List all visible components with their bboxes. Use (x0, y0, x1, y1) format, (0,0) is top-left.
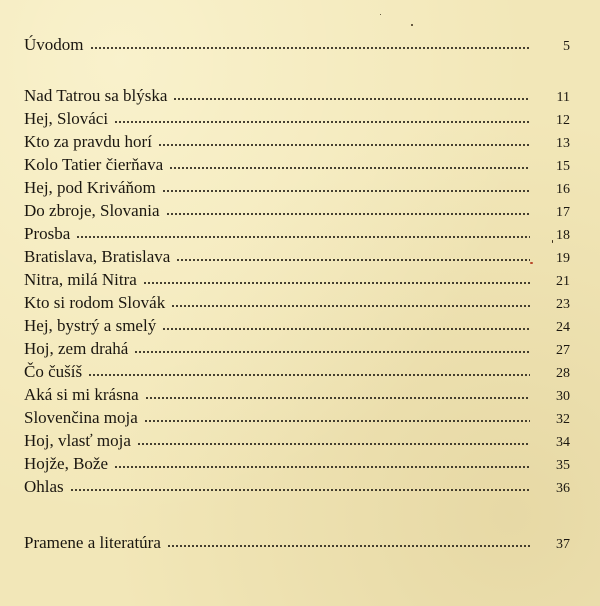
toc-entry-kto-si-rodom-slovak (24, 292, 570, 314)
dot-leader (166, 212, 531, 216)
toc-entry-title: Úvodom (24, 35, 84, 54)
toc-entry-hojze-boze (24, 453, 570, 475)
dot-leader (88, 373, 530, 377)
dot-leader (145, 396, 530, 400)
toc-entry-co-cusis (24, 361, 570, 383)
toc-entry-uvodom (24, 34, 570, 56)
toc-entry-title: Bratislava, Bratislava (24, 247, 171, 266)
toc-entry-pramene-a-literatura (24, 532, 570, 554)
dot-leader (167, 544, 530, 548)
dot-leader (114, 120, 530, 124)
toc-entry-kolo-tatier-ciernava (24, 154, 570, 176)
toc-entry-page: 11 (556, 90, 570, 105)
toc-entry-page: 13 (556, 136, 570, 151)
toc-entry-title: Ohlas (24, 477, 64, 496)
toc-entry-bratislava-bratislava (24, 246, 570, 268)
toc-entry-title: Pramene a literatúra (24, 533, 161, 552)
dot-leader (144, 419, 530, 423)
toc-entry-page: 18 (556, 228, 570, 243)
toc-entry-title: Hej, Slováci (24, 109, 109, 128)
dot-leader (143, 281, 530, 285)
dot-leader (134, 350, 530, 354)
toc-entry-page: 27 (556, 343, 570, 358)
toc-entry-title: Kto za pravdu horí (24, 132, 152, 151)
paper-speck (552, 240, 553, 243)
dot-leader (137, 442, 530, 446)
dot-leader (169, 166, 530, 170)
toc-entry-title: Nad Tatrou sa blýska (24, 86, 168, 105)
toc-entry-ohlas (24, 476, 570, 498)
toc-entry-title: Čo čušíš (24, 362, 83, 381)
toc-entry-hej-slovaci (24, 108, 570, 130)
toc-entry-title: Do zbroje, Slovania (24, 201, 160, 220)
toc-entry-title: Hej, bystrý a smelý (24, 316, 157, 335)
dot-leader (114, 465, 530, 469)
dot-leader (173, 97, 530, 101)
toc-entry-page: 37 (556, 537, 570, 552)
toc-entry-page: 12 (556, 113, 570, 128)
dot-leader (76, 235, 530, 239)
toc-entry-page: 16 (556, 182, 570, 197)
toc-entry-hoj-zem-draha (24, 338, 570, 360)
toc-entry-page: 21 (556, 274, 570, 289)
toc-entry-hej-bystry-a-smely (24, 315, 570, 337)
toc-entry-page: 24 (556, 320, 570, 335)
toc-entry-title: Hej, pod Kriváňom (24, 178, 156, 197)
toc-entry-hej-pod-krivanom (24, 177, 570, 199)
dot-leader (158, 143, 530, 147)
toc-entry-title: Prosba (24, 224, 71, 243)
dot-leader (162, 327, 530, 331)
toc-entry-slovencina-moja (24, 407, 570, 429)
toc-entry-page: 34 (556, 435, 570, 450)
dot-leader (70, 488, 530, 492)
toc-entry-title: Nitra, milá Nitra (24, 270, 137, 289)
toc-entry-nad-tatrou-sa-blyska (24, 85, 570, 107)
paper-speck (530, 262, 533, 264)
toc-entry-page: 35 (556, 458, 570, 473)
toc-entry-do-zbroje-slovania (24, 200, 570, 222)
paper-speck (380, 14, 381, 15)
toc-entry-page: 15 (556, 159, 570, 174)
dot-leader (171, 304, 530, 308)
dot-leader (176, 258, 530, 262)
toc-entry-page: 19 (556, 251, 570, 266)
toc-entry-title: Hojže, Bože (24, 454, 109, 473)
toc-entry-page: 32 (556, 412, 570, 427)
toc-entry-title: Kto si rodom Slovák (24, 293, 166, 312)
dot-leader (162, 189, 530, 193)
toc-entry-page: 28 (556, 366, 570, 381)
toc-entry-kto-za-pravdu-hori (24, 131, 570, 153)
toc-entry-page: 5 (563, 39, 570, 54)
toc-entry-title: Kolo Tatier čierňava (24, 155, 164, 174)
toc-entry-hoj-vlast-moja (24, 430, 570, 452)
toc-entry-page: 36 (556, 481, 570, 496)
toc-entry-title: Hoj, zem drahá (24, 339, 129, 358)
paper-speck (411, 24, 413, 26)
toc-entry-aka-si-mi-krasna (24, 384, 570, 406)
dot-leader (90, 46, 531, 50)
toc-entry-title: Aká si mi krásna (24, 385, 139, 404)
toc-entry-page: 17 (556, 205, 570, 220)
toc-entry-prosba (24, 223, 570, 245)
toc-entry-title: Slovenčina moja (24, 408, 138, 427)
toc-entry-page: 23 (556, 297, 570, 312)
toc-entry-nitra-mila-nitra (24, 269, 570, 291)
toc-entry-title: Hoj, vlasť moja (24, 431, 131, 450)
toc-entry-page: 30 (556, 389, 570, 404)
